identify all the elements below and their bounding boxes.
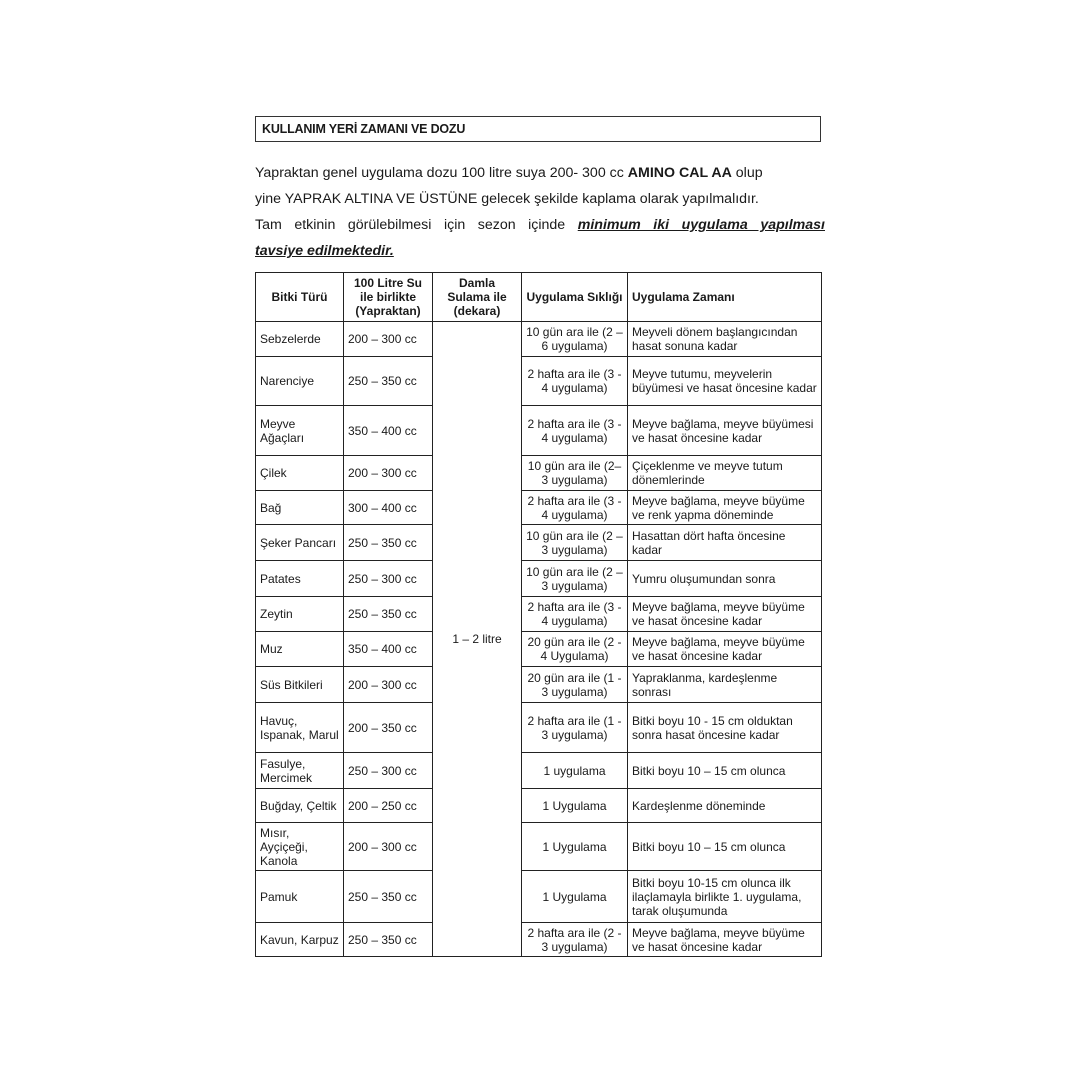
intro-text: olup [731,165,763,181]
cell-plant: Patates [256,561,344,597]
cell-timing: Meyveli dönem başlangıcından hasat sonuna kadar [628,322,822,357]
table-row [256,632,822,667]
cell-foliar-dose: 200 – 300 cc [344,322,433,357]
cell-foliar-dose: 250 – 300 cc [344,753,433,789]
cell-foliar-dose: 250 – 350 cc [344,525,433,561]
cell-timing: Meyve tutumu, meyvelerin büyümesi ve hasat öncesine kadar [628,357,822,406]
cell-timing: Çiçeklenme ve meyve tutum dönemlerinde [628,456,822,491]
intro-line-4 [255,238,825,264]
cell-frequency: 2 hafta ara ile (1 - 3 uygulama) [522,703,628,753]
cell-timing: Yumru oluşumundan sonra [628,561,822,597]
table-row [256,525,822,561]
cell-frequency: 10 gün ara ile (2 – 3 uygulama) [522,525,628,561]
cell-frequency: 1 Uygulama [522,789,628,823]
cell-timing: Meyve bağlama, meyve büyüme ve hasat öncesine kadar [628,923,822,957]
cell-foliar-dose: 350 – 400 cc [344,406,433,456]
cell-frequency: 2 hafta ara ile (3 - 4 uygulama) [522,357,628,406]
cell-plant: Kavun, Karpuz [256,923,344,957]
product-name: AMINO CAL AA [627,165,732,181]
cell-timing: Meyve bağlama, meyve büyüme ve renk yapma döneminde [628,491,822,525]
cell-plant: Çilek [256,456,344,491]
table-row [256,357,822,406]
cell-plant: Muz [256,632,344,667]
cell-plant: Fasulye, Mercimek [256,753,344,789]
table-row [256,322,822,357]
cell-frequency: 2 hafta ara ile (3 - 4 uygulama) [522,406,628,456]
emphasis-text: minimum iki uygulama yapılması [577,217,825,233]
cell-foliar-dose: 200 – 250 cc [344,789,433,823]
cell-foliar-dose: 350 – 400 cc [344,632,433,667]
table-row [256,823,822,871]
table-row [256,491,822,525]
table-row [256,561,822,597]
cell-foliar-dose: 200 – 300 cc [344,823,433,871]
intro-paragraph [255,160,825,264]
header-timing: Uygulama Zamanı [628,273,822,322]
cell-foliar-dose: 250 – 300 cc [344,561,433,597]
cell-plant: Zeytin [256,597,344,632]
cell-frequency: 1 Uygulama [522,823,628,871]
cell-plant: Sebzelerde [256,322,344,357]
cell-frequency: 1 Uygulama [522,871,628,923]
cell-timing: Meyve bağlama, meyve büyüme ve hasat öncesine kadar [628,632,822,667]
intro-text: Tam etkinin görülebilmesi için sezon içinde [255,217,578,233]
table-row [256,789,822,823]
cell-timing: Bitki boyu 10-15 cm olunca ilk ilaçlamayla birlikte 1. uygulama, tarak oluşumunda [628,871,822,923]
table-row [256,923,822,957]
cell-timing: Bitki boyu 10 – 15 cm olunca [628,823,822,871]
cell-foliar-dose: 200 – 300 cc [344,456,433,491]
dosage-table [255,272,822,957]
cell-timing: Hasattan dört hafta öncesine kadar [628,525,822,561]
header-plant: Bitki Türü [256,273,344,322]
cell-plant: Buğday, Çeltik [256,789,344,823]
cell-frequency: 10 gün ara ile (2– 3 uygulama) [522,456,628,491]
table-row [256,406,822,456]
table-row [256,597,822,632]
section-title: KULLANIM YERİ ZAMANI VE DOZU [262,122,466,136]
cell-foliar-dose: 200 – 300 cc [344,667,433,703]
table-row [256,871,822,923]
cell-frequency: 20 gün ara ile (2 - 4 Uygulama) [522,632,628,667]
cell-foliar-dose: 200 – 350 cc [344,703,433,753]
cell-plant: Havuç, Ispanak, Marul [256,703,344,753]
table-row [256,753,822,789]
cell-timing: Meyve bağlama, meyve büyüme ve hasat öncesine kadar [628,597,822,632]
cell-plant: Bağ [256,491,344,525]
cell-plant: Mısır, Ayçiçeği, Kanola [256,823,344,871]
emphasis-text: tavsiye edilmektedir. [255,243,394,259]
cell-plant: Pamuk [256,871,344,923]
table-row [256,456,822,491]
header-frequency: Uygulama Sıklığı [522,273,628,322]
cell-timing: Bitki boyu 10 - 15 cm olduktan sonra hasat öncesine kadar [628,703,822,753]
cell-frequency: 2 hafta ara ile (3 - 4 uygulama) [522,597,628,632]
cell-frequency: 2 hafta ara ile (3 - 4 uygulama) [522,491,628,525]
intro-text: Yapraktan genel uygulama dozu 100 litre suya 200- 300 cc [255,165,628,181]
cell-foliar-dose: 300 – 400 cc [344,491,433,525]
table-row [256,703,822,753]
cell-frequency: 10 gün ara ile (2 – 3 uygulama) [522,561,628,597]
section-title-box [255,116,821,142]
cell-plant: Meyve Ağaçları [256,406,344,456]
cell-plant: Narenciye [256,357,344,406]
cell-frequency: 2 hafta ara ile (2 - 3 uygulama) [522,923,628,957]
cell-frequency: 20 gün ara ile (1 - 3 uygulama) [522,667,628,703]
intro-line-2: yine YAPRAK ALTINA VE ÜSTÜNE gelecek şekilde kaplama olarak yapılmalıdır. [255,191,759,207]
header-drip: Damla Sulama ile (dekara) [433,273,522,322]
cell-timing: Bitki boyu 10 – 15 cm olunca [628,753,822,789]
table-row [256,667,822,703]
cell-drip-dose: 1 – 2 litre [433,322,522,957]
intro-line-3 [255,212,825,238]
cell-plant: Süs Bitkileri [256,667,344,703]
cell-plant: Şeker Pancarı [256,525,344,561]
cell-timing: Meyve bağlama, meyve büyümesi ve hasat öncesine kadar [628,406,822,456]
table-header-row [256,273,822,322]
cell-foliar-dose: 250 – 350 cc [344,871,433,923]
cell-foliar-dose: 250 – 350 cc [344,357,433,406]
header-foliar: 100 Litre Su ile birlikte (Yapraktan) [344,273,433,322]
cell-frequency: 10 gün ara ile (2 – 6 uygulama) [522,322,628,357]
cell-timing: Kardeşlenme döneminde [628,789,822,823]
intro-line-1 [255,160,825,186]
cell-timing: Yapraklanma, kardeşlenme sonrası [628,667,822,703]
cell-foliar-dose: 250 – 350 cc [344,923,433,957]
cell-foliar-dose: 250 – 350 cc [344,597,433,632]
cell-frequency: 1 uygulama [522,753,628,789]
